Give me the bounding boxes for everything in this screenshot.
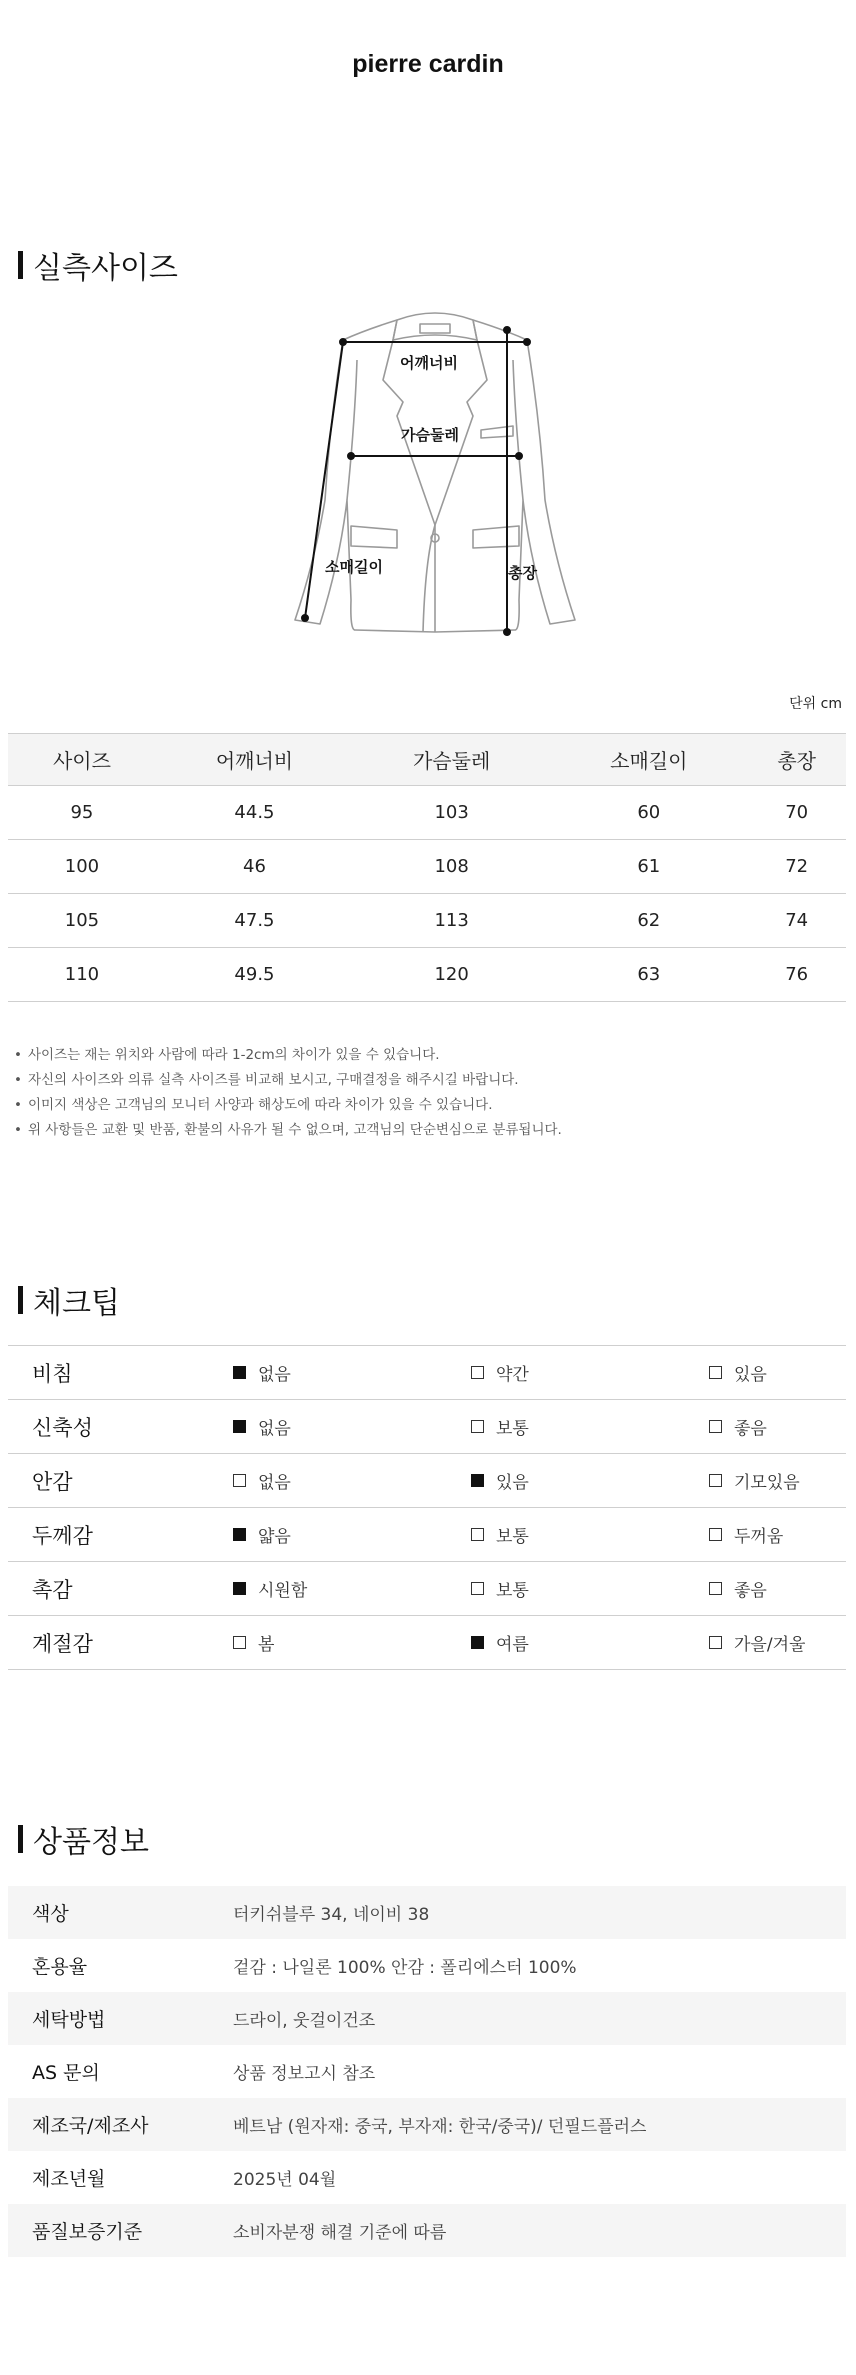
- section-title-tip: [18, 1278, 120, 1322]
- option-label: 두꺼움: [734, 1527, 784, 1547]
- option-label: 좋음: [734, 1419, 767, 1439]
- chest-label: 가슴둘레: [401, 426, 459, 444]
- product-info-value: 상품 정보고시 참조: [233, 2064, 376, 2084]
- size-table-header: [8, 734, 846, 786]
- product-info-label: 제조국/제조사: [8, 2098, 233, 2151]
- option-label: 가을/겨울: [734, 1635, 806, 1655]
- table-cell: 105: [8, 894, 156, 948]
- check-tip-row: [8, 1562, 846, 1616]
- table-cell: 63: [550, 948, 747, 1002]
- title-bar: [18, 251, 23, 279]
- check-tip-option-cell: [233, 1400, 471, 1454]
- check-tip-option: [709, 1576, 846, 1601]
- brand-logo: pierre cardin: [352, 50, 504, 78]
- check-tip-option: [709, 1468, 846, 1493]
- unchecked-box-icon: [471, 1582, 484, 1595]
- checked-box-icon: [233, 1528, 246, 1541]
- check-tip-option: [233, 1522, 471, 1547]
- checked-box-icon: [471, 1474, 484, 1487]
- unchecked-box-icon: [709, 1474, 722, 1487]
- table-cell: 49.5: [156, 948, 353, 1002]
- check-tip-option-cell: [709, 1616, 846, 1670]
- title-bar: [18, 1286, 23, 1314]
- check-tip-option: [233, 1630, 471, 1655]
- option-label: 있음: [734, 1365, 767, 1385]
- check-tip-option-cell: [471, 1508, 709, 1562]
- section-title-info: [18, 1817, 149, 1861]
- check-tip-row: [8, 1508, 846, 1562]
- unchecked-box-icon: [471, 1420, 484, 1433]
- product-info-label: 색상: [8, 1886, 233, 1939]
- table-row: [8, 948, 846, 1002]
- size-table: [8, 733, 846, 1002]
- sleeve-label: 소매길이: [325, 558, 383, 576]
- check-tip-row: [8, 1400, 846, 1454]
- check-tip-label: 계절감: [8, 1616, 233, 1670]
- table-cell: 60: [550, 786, 747, 840]
- table-row: [8, 894, 846, 948]
- header-cell: 소매길이: [550, 734, 747, 786]
- check-tip-option-cell: [471, 1454, 709, 1508]
- product-info-label: 품질보증기준: [8, 2204, 233, 2257]
- check-tip-option-cell: [709, 1508, 846, 1562]
- product-info-value: 2025년 04월: [233, 2170, 337, 2190]
- check-tip-option-cell: [709, 1454, 846, 1508]
- check-tip-option-cell: [471, 1562, 709, 1616]
- check-tip-option: [471, 1468, 709, 1493]
- product-info-row: [8, 2045, 846, 2098]
- check-tip-option-cell: [233, 1562, 471, 1616]
- check-tip-option: [233, 1576, 471, 1601]
- shoulder-label: 어깨너비: [400, 354, 458, 372]
- note-item: • 위 사항들은 교환 및 반품, 환불의 사유가 될 수 없으며, 고객님의 단순변심으로 분류됩니다.: [14, 1118, 562, 1143]
- table-cell: 74: [747, 894, 846, 948]
- title-bar: [18, 1825, 23, 1853]
- checked-box-icon: [471, 1636, 484, 1649]
- unchecked-box-icon: [709, 1582, 722, 1595]
- check-tip-option: [709, 1522, 846, 1547]
- check-tip-option: [709, 1630, 846, 1655]
- check-tip-row: [8, 1346, 846, 1400]
- table-cell: 61: [550, 840, 747, 894]
- product-info-value: 터키쉬블루 34, 네이비 38: [233, 1886, 846, 1939]
- product-info-row: [8, 2204, 846, 2257]
- check-tip-option-cell: [233, 1508, 471, 1562]
- table-cell: 76: [747, 948, 846, 1002]
- table-cell: 62: [550, 894, 747, 948]
- option-label: 좋음: [734, 1581, 767, 1601]
- table-cell: 47.5: [156, 894, 353, 948]
- check-tip-option-cell: [709, 1346, 846, 1400]
- check-tip-option: [471, 1522, 709, 1547]
- product-info-label: 혼용율: [32, 1956, 88, 1978]
- product-info-value: 겉감 : 나일론 100% 안감 : 폴리에스터 100%: [233, 1958, 577, 1978]
- option-label: 없음: [258, 1365, 291, 1385]
- section-title-text: 상품정보: [33, 1825, 149, 1860]
- table-row: [8, 786, 846, 840]
- table-cell: 100: [8, 840, 156, 894]
- option-label: 보통: [496, 1581, 529, 1601]
- check-tip-label: 안감: [8, 1454, 233, 1508]
- check-tip-option: [233, 1414, 471, 1439]
- check-tip-label: 두께감: [8, 1508, 233, 1562]
- product-info-value: 소비자분쟁 해결 기준에 따름: [233, 2204, 846, 2257]
- section-title-text: 실측사이즈: [33, 251, 178, 286]
- table-cell: 44.5: [156, 786, 353, 840]
- product-info-value: 드라이, 웃걸이건조: [233, 1992, 846, 2045]
- header-cell: 사이즈: [8, 734, 156, 786]
- check-tip-option: [233, 1468, 471, 1493]
- unchecked-box-icon: [471, 1366, 484, 1379]
- check-tip-option: [471, 1576, 709, 1601]
- option-label: 없음: [258, 1419, 291, 1439]
- product-info-row: [8, 1886, 846, 1939]
- note-item: • 자신의 사이즈와 의류 실측 사이즈를 비교해 보시고, 구매결정을 해주시길 바랍니다.: [14, 1068, 562, 1093]
- product-info-label: 세탁방법: [8, 1992, 233, 2045]
- check-tip-option-cell: [471, 1616, 709, 1670]
- check-tip-label: 비침: [8, 1346, 233, 1400]
- check-tip-option: [471, 1414, 709, 1439]
- unit-label: 단위 cm: [789, 696, 842, 712]
- product-info-row: [8, 2151, 846, 2204]
- table-cell: 120: [353, 948, 550, 1002]
- header-cell: 총장: [747, 734, 846, 786]
- length-label: 총장: [508, 564, 537, 582]
- option-label: 보통: [496, 1527, 529, 1547]
- unchecked-box-icon: [709, 1366, 722, 1379]
- checked-box-icon: [233, 1582, 246, 1595]
- check-tip-option-cell: [709, 1400, 846, 1454]
- option-label: 얇음: [258, 1527, 291, 1547]
- product-info-row: [8, 2098, 846, 2151]
- size-notes: [14, 1043, 562, 1143]
- unchecked-box-icon: [233, 1474, 246, 1487]
- check-tip-option: [709, 1414, 846, 1439]
- product-info-label: 제조년월: [32, 2168, 106, 2190]
- product-info-label: AS 문의: [32, 2062, 100, 2084]
- check-tip-label: 신축성: [8, 1400, 233, 1454]
- table-cell: 95: [8, 786, 156, 840]
- check-tip-label: 촉감: [8, 1562, 233, 1616]
- product-info-value: 베트남 (원자재: 중국, 부자재: 한국/중국)/ 던필드플러스: [233, 2098, 846, 2151]
- option-label: 기모있음: [734, 1473, 800, 1493]
- product-info-row: [8, 1939, 846, 1992]
- option-label: 시원함: [258, 1581, 308, 1601]
- option-label: 보통: [496, 1419, 529, 1439]
- product-info-row: [8, 1992, 846, 2045]
- check-tip-option-cell: [233, 1616, 471, 1670]
- check-tip-option: [233, 1360, 471, 1385]
- section-title-text: 체크팁: [33, 1286, 120, 1321]
- option-label: 봄: [258, 1635, 275, 1655]
- table-cell: 113: [353, 894, 550, 948]
- check-tip-option: [471, 1630, 709, 1655]
- unchecked-box-icon: [709, 1420, 722, 1433]
- check-tip-row: [8, 1616, 846, 1670]
- checked-box-icon: [233, 1420, 246, 1433]
- option-label: 없음: [258, 1473, 291, 1493]
- check-tip-row: [8, 1454, 846, 1508]
- check-tip-option-cell: [709, 1562, 846, 1616]
- note-item: • 사이즈는 재는 위치와 사람에 따라 1-2cm의 차이가 있을 수 있습니다.: [14, 1043, 562, 1068]
- table-cell: 108: [353, 840, 550, 894]
- check-tip-option-cell: [471, 1346, 709, 1400]
- table-row: [8, 840, 846, 894]
- header-cell: 가슴둘레: [353, 734, 550, 786]
- option-label: 있음: [496, 1473, 529, 1493]
- jacket-illustration: [285, 300, 585, 640]
- table-cell: 72: [747, 840, 846, 894]
- option-label: 여름: [496, 1635, 529, 1655]
- check-tip-option: [471, 1360, 709, 1385]
- unchecked-box-icon: [709, 1528, 722, 1541]
- table-cell: 110: [8, 948, 156, 1002]
- unchecked-box-icon: [471, 1528, 484, 1541]
- section-title-size: [18, 243, 178, 287]
- check-tip-option-cell: [233, 1454, 471, 1508]
- unchecked-box-icon: [709, 1636, 722, 1649]
- note-item: • 이미지 색상은 고객님의 모니터 사양과 해상도에 따라 차이가 있을 수 있습니다.: [14, 1093, 562, 1118]
- table-cell: 103: [353, 786, 550, 840]
- table-cell: 46: [156, 840, 353, 894]
- unchecked-box-icon: [233, 1636, 246, 1649]
- option-label: 약간: [496, 1365, 529, 1385]
- check-tip-option: [709, 1360, 846, 1385]
- check-tip-option-cell: [471, 1400, 709, 1454]
- header-cell: 어깨너비: [156, 734, 353, 786]
- jacket-diagram: [285, 300, 585, 640]
- table-cell: 70: [747, 786, 846, 840]
- product-info-table: [8, 1886, 846, 2257]
- checked-box-icon: [233, 1366, 246, 1379]
- check-tip-table: [8, 1345, 846, 1670]
- check-tip-option-cell: [233, 1346, 471, 1400]
